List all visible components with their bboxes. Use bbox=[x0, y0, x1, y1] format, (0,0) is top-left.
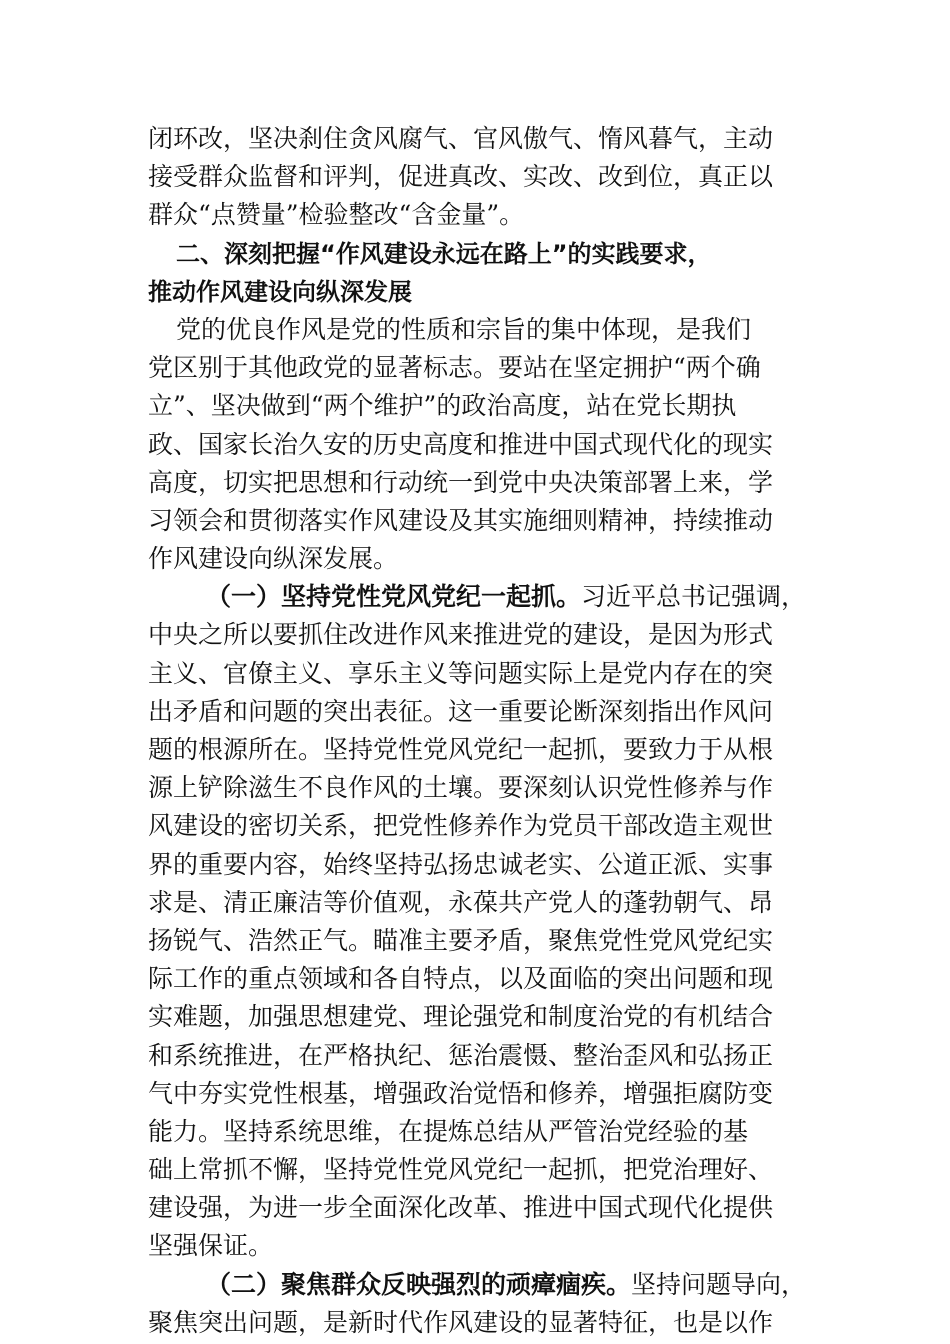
text-line: 闭环改，坚决刹住贪风腐气、官风傲气、惰风暮气，主动 bbox=[148, 124, 774, 153]
text-line: 作风建设向纵深发展。 bbox=[148, 544, 399, 574]
subsection-text: 习近平总书记强调， bbox=[581, 582, 807, 612]
text-line: 求是、清正廉洁等价值观，永葆共产党人的蓬勃朝气、昂 bbox=[148, 887, 774, 917]
text-line: 扬锐气、浩然正气。瞄准主要矛盾，聚焦党性党风党纪实 bbox=[148, 925, 774, 955]
text-line: 中央之所以要抓住改进作风来推进党的建设，是因为形式 bbox=[148, 620, 774, 650]
subsection-heading: （二）聚焦群众反映强烈的顽瘴痼疾。 bbox=[206, 1269, 632, 1299]
text-line: 党区别于其他政党的显著标志。要站在坚定拥护“两个确 bbox=[148, 353, 761, 383]
section-heading-line: 推动作风建设向纵深发展 bbox=[148, 277, 412, 306]
text-line: 高度，切实把思想和行动统一到党中央决策部署上来，学 bbox=[148, 467, 774, 497]
text-line: 题的根源所在。坚持党性党风党纪一起抓，要致力于从根 bbox=[148, 735, 774, 764]
text-line: 出矛盾和问题的突出表征。这一重要论断深刻指出作风问 bbox=[148, 696, 774, 726]
subsection-line bbox=[148, 1266, 808, 1304]
text-line: 实难题，加强思想建党、理论强党和制度治党的有机结合 bbox=[148, 1002, 774, 1032]
text-line: 习领会和贯彻落实作风建设及其实施细则精神，持续推动 bbox=[148, 505, 774, 535]
subsection-text: 坚持问题导向， bbox=[631, 1269, 807, 1299]
text-line: 立”、坚决做到“两个维护”的政治高度，站在党长期执 bbox=[148, 391, 737, 421]
text-line: 党的优良作风是党的性质和宗旨的集中体现，是我们 bbox=[176, 314, 752, 344]
text-line: 群众“点赞量”检验整改“含金量”。 bbox=[148, 200, 525, 230]
text-line: 际工作的重点领域和各自特点，以及面临的突出问题和现 bbox=[148, 964, 774, 994]
text-line: 主义、官僚主义、享乐主义等问题实际上是党内存在的突 bbox=[148, 658, 774, 688]
text-line: 础上常抓不懈，坚持党性党风党纪一起抓，把党治理好、 bbox=[148, 1155, 774, 1185]
text-line: 和系统推进，在严格执纪、惩治震慑、整治歪风和弘扬正 bbox=[148, 1040, 774, 1070]
text-line: 聚焦突出问题，是新时代作风建设的显著特征，也是以作 bbox=[148, 1307, 774, 1337]
section-heading-line: 二、深刻把握“作风建设永远在路上”的实践要求， bbox=[176, 239, 712, 268]
text-line: 政、国家长治久安的历史高度和推进中国式现代化的现实 bbox=[148, 429, 774, 459]
text-line: 能力。坚持系统思维，在提炼总结从严管治党经验的基 bbox=[148, 1116, 749, 1146]
text-line: 接受群众监督和评判，促进真改、实改、改到位，真正以 bbox=[148, 162, 774, 192]
document-body bbox=[148, 120, 808, 1342]
text-line: 界的重要内容，始终坚持弘扬忠诚老实、公道正派、实事 bbox=[148, 849, 774, 879]
subsection-heading: （一）坚持党性党风党纪一起抓。 bbox=[206, 582, 582, 612]
subsection-line bbox=[148, 578, 808, 616]
text-line: 建设强，为进一步全面深化改革、推进中国式现代化提供 bbox=[148, 1193, 774, 1223]
text-line: 坚强保证。 bbox=[148, 1231, 274, 1261]
text-line: 源上铲除滋生不良作风的土壤。要深刻认识党性修养与作 bbox=[148, 773, 774, 803]
text-line: 气中夯实党性根基，增强政治觉悟和修养，增强拒腐防变 bbox=[148, 1078, 774, 1108]
text-line: 风建设的密切关系，把党性修养作为党员干部改造主观世 bbox=[148, 811, 774, 841]
